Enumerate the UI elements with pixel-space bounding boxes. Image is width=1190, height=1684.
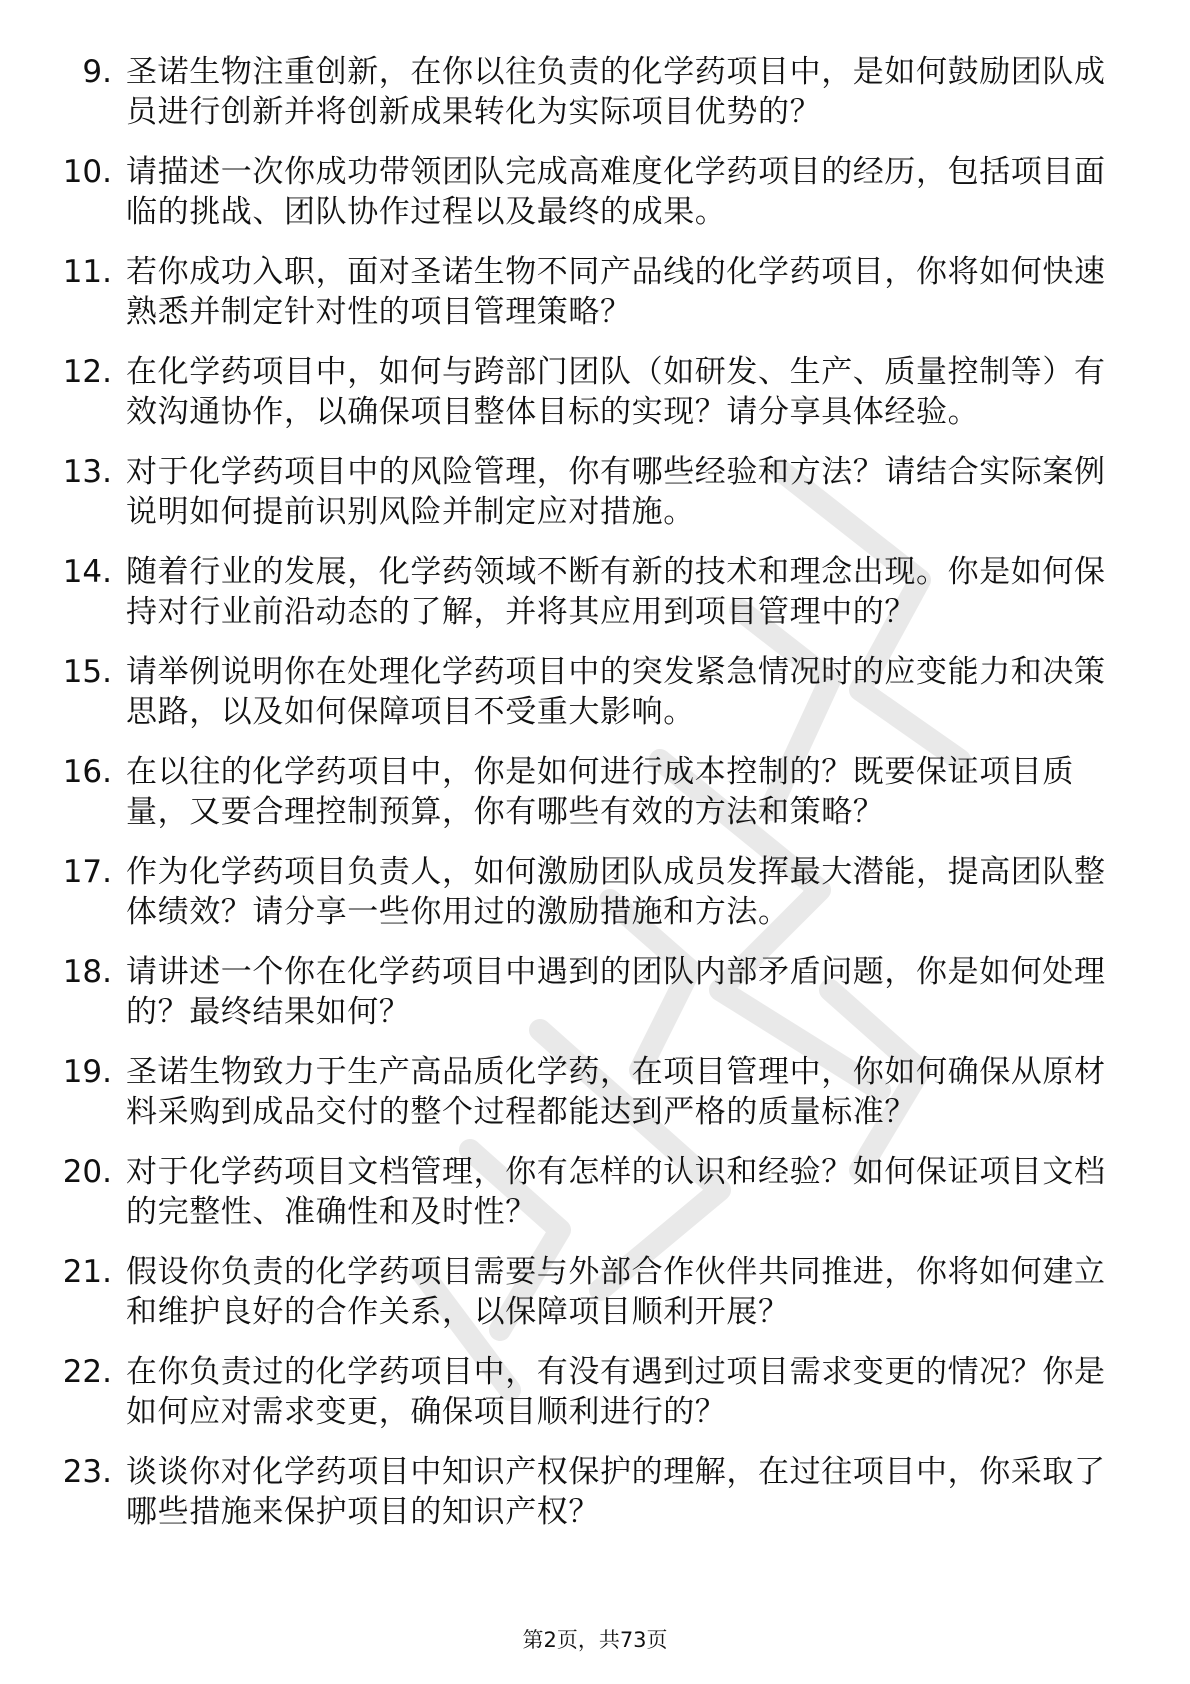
question-number: 16. <box>62 754 112 790</box>
question-text: 在化学药项目中，如何与跨部门团队（如研发、生产、质量控制等）有效沟通协作，以确保项目整体目标的实现？请分享具体经验。 <box>126 354 1106 430</box>
question-item <box>0 52 1190 132</box>
question-item <box>0 652 1190 732</box>
question-item <box>0 452 1190 532</box>
question-number: 19. <box>62 1054 112 1090</box>
question-text: 随着行业的发展，化学药领域不断有新的技术和理念出现。你是如何保持对行业前沿动态的了解，并将其应用到项目管理中的？ <box>126 554 1106 630</box>
question-item <box>0 752 1190 832</box>
question-text: 作为化学药项目负责人，如何激励团队成员发挥最大潜能，提高团队整体绩效？请分享一些你用过的激励措施和方法。 <box>126 854 1106 930</box>
question-number: 21. <box>62 1254 112 1290</box>
question-item <box>0 1052 1190 1132</box>
question-text: 若你成功入职，面对圣诺生物不同产品线的化学药项目，你将如何快速熟悉并制定针对性的项目管理策略？ <box>126 254 1106 330</box>
question-number: 18. <box>62 954 112 990</box>
question-text: 请讲述一个你在化学药项目中遇到的团队内部矛盾问题，你是如何处理的？最终结果如何？ <box>126 954 1106 1030</box>
question-number: 11. <box>62 254 112 290</box>
question-text: 请举例说明你在处理化学药项目中的突发紧急情况时的应变能力和决策思路，以及如何保障项目不受重大影响。 <box>126 654 1106 730</box>
question-number: 23. <box>62 1454 112 1490</box>
question-text: 圣诺生物致力于生产高品质化学药，在项目管理中，你如何确保从原材料采购到成品交付的整个过程都能达到严格的质量标准？ <box>126 1054 1106 1130</box>
question-number: 20. <box>62 1154 112 1190</box>
question-text: 对于化学药项目中的风险管理，你有哪些经验和方法？请结合实际案例说明如何提前识别风险并制定应对措施。 <box>126 454 1106 530</box>
question-item <box>0 1452 1190 1532</box>
question-item <box>0 152 1190 232</box>
question-text: 谈谈你对化学药项目中知识产权保护的理解，在过往项目中，你采取了哪些措施来保护项目的知识产权？ <box>126 1454 1106 1530</box>
question-number: 10. <box>62 154 112 190</box>
question-item <box>0 552 1190 632</box>
question-number: 15. <box>62 654 112 690</box>
page-footer: 第2页，共73页 <box>522 1628 668 1652</box>
question-item <box>0 852 1190 932</box>
question-item <box>0 952 1190 1032</box>
question-text: 在以往的化学药项目中，你是如何进行成本控制的？既要保证项目质量，又要合理控制预算，你有哪些有效的方法和策略？ <box>126 754 1074 830</box>
question-item <box>0 1152 1190 1232</box>
question-item <box>0 1352 1190 1432</box>
question-text: 请描述一次你成功带领团队完成高难度化学药项目的经历，包括项目面临的挑战、团队协作过程以及最终的成果。 <box>126 154 1106 230</box>
question-number: 22. <box>62 1354 112 1390</box>
question-list <box>0 52 1190 1552</box>
question-text: 假设你负责的化学药项目需要与外部合作伙伴共同推进，你将如何建立和维护良好的合作关系，以保障项目顺利开展？ <box>126 1254 1106 1330</box>
question-number: 9. <box>82 54 112 90</box>
question-item <box>0 1252 1190 1332</box>
question-text: 在你负责过的化学药项目中，有没有遇到过项目需求变更的情况？你是如何应对需求变更，确保项目顺利进行的？ <box>126 1354 1106 1430</box>
question-text: 对于化学药项目文档管理，你有怎样的认识和经验？如何保证项目文档的完整性、准确性和及时性？ <box>126 1154 1106 1230</box>
question-item <box>0 252 1190 332</box>
question-number: 17. <box>62 854 112 890</box>
question-number: 14. <box>62 554 112 590</box>
question-item <box>0 352 1190 432</box>
question-number: 13. <box>62 454 112 490</box>
question-text: 圣诺生物注重创新，在你以往负责的化学药项目中，是如何鼓励团队成员进行创新并将创新成果转化为实际项目优势的？ <box>126 54 1106 130</box>
question-number: 12. <box>62 354 112 390</box>
